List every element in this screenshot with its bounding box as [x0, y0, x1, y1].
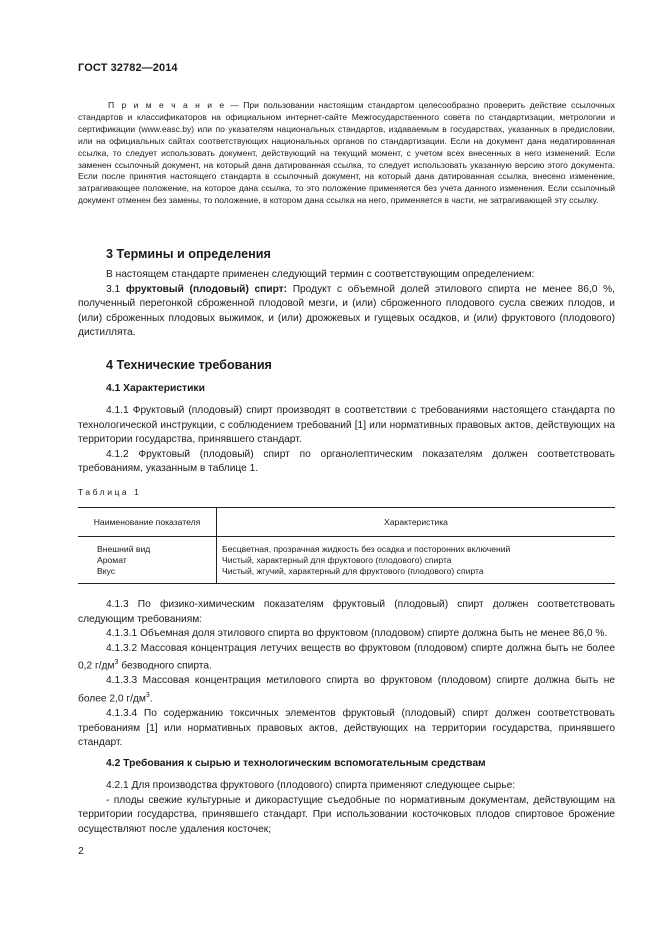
table-row-value: Бесцветная, прозрачная жидкость без осадка и посторонних включений — [222, 544, 511, 554]
note-text: — При пользовании настоящим стандартом целесообразно проверить действие ссылочных стандартов и классификаторов на официальном интернет-сайте Межгосударственного совета по стандартизации, метрологии и сертификации (www.easc.by) или по указателям национальных стандартов, издаваемым в государствах, указанных в предисловии, или на официальных сайтах соответствующих национальных органов по стандартизации. Если на документ дана недатированная ссылка, то следует использовать документ, действующий на текущий момент, с учетом всех внесенных в него изменений. Если заменен ссылочный документ, на который дана датированная ссылка, то следует использовать указанную версию этого документа. Если после принятия настоящего стандарта в ссылочный документ, на который дана датированная ссылка, внесено изменение, затрагивающее положение, на которое дана ссылка, то это положение применяется без учета данного изменения. Если ссылочный документ отменен без замены, то положение, в котором дана ссылка на него, применяется в части, не затрагивающей эту ссылку. — [78, 100, 615, 206]
para-4-1-1: 4.1.1 Фруктовый (плодовый) спирт производят в соответствии с требованиями настоящего стандарта по технологической инструкции, с соблюдением требований [1] или нормативных правовых актов, действующих на территории государства, принявшего стандарт. — [78, 405, 615, 446]
para-4-1-3: 4.1.3 По физико-химическим показателям фруктовый (плодовый) спирт должен соответствовать следующим требованиям: — [78, 599, 615, 625]
subsection-4-1-3-body — [78, 598, 615, 751]
subsection-4-1-body — [78, 404, 615, 477]
note-label: П р и м е ч а н и е — [108, 100, 226, 110]
table-1 — [78, 507, 615, 584]
para-4-1-3-2: 4.1.3.2 Массовая концентрация летучих веществ во фруктовом (плодовом) спирте должна быть не более 0,2 $г/дм^3$ безводного спирта. — [78, 642, 615, 672]
para-4-1-3-3: 4.1.3.3 Массовая концентрация метилового спирта во фруктовом (плодовом) спирте должна быть не более 2,0 $г/дм^3$. — [78, 675, 615, 705]
document-header: ГОСТ 32782—2014 — [78, 62, 178, 74]
table-row-name: Внешний вид — [78, 537, 217, 555]
table-row-name: Аромат — [78, 554, 217, 565]
subsection-4-2-body — [78, 779, 615, 837]
term: фруктовый (плодовый) спирт: — [125, 283, 288, 295]
section-3-body — [78, 268, 615, 341]
table-caption: Таблица 1 — [78, 487, 142, 497]
page-number: 2 — [78, 845, 84, 857]
subsection-4-1-heading: 4.1 Характеристики — [106, 383, 205, 394]
term-definition: 3.1 фруктовый (плодовый) спирт: Продукт с объемной долей этилового спирта не менее 86,0 %, полученный перегонкой сброженной плодовой мезги, и (или) сброженного плодового сусла свежих плодов, и (или) сброженных плодовых выжимок, и (или) дрожжевых и гущевых осадков, и (или) фруктового (плодового) дистиллята. — [78, 283, 616, 339]
para-4-2-1: 4.2.1 Для производства фруктового (плодового) спирта применяют следующее сырье: — [106, 780, 516, 791]
section-3-intro: В настоящем стандарте применен следующий термин с соответствующим определением: — [106, 269, 535, 280]
section-3-heading: 3 Термины и определения — [106, 247, 271, 261]
para-4-2-1-item: - плоды свежие культурные и дикорастущие съедобные по нормативным документам, действующим на территории государства, принявшего стандарт. При использовании косточковых плодов спиртовое брожение осуществляют после удаления косточек; — [78, 794, 615, 835]
table-row-name: Вкус — [78, 565, 217, 584]
table-header-name: Наименование показателя — [78, 508, 217, 537]
subsection-4-2-heading: 4.2 Требования к сырью и технологическим вспомогательным средствам — [106, 758, 486, 769]
section-4-heading: 4 Технические требования — [106, 358, 272, 372]
para-4-1-3-4: 4.1.3.4 По содержанию токсичных элементов фруктовый (плодовый) спирт должен соответствовать требованиям [1] или нормативных правовых актов, действующих на территории государства, принявшего стандарт. — [78, 707, 615, 749]
table-header-value: Характеристика — [217, 508, 616, 537]
reference-note — [78, 100, 615, 207]
para-4-1-2: 4.1.2 Фруктовый (плодовый) спирт по органолептическим показателям должен соответствовать требованиям, указанным в таблице 1. — [78, 448, 615, 475]
table-row-value: Чистый, жгучий, характерный для фруктового (плодового) спирта — [217, 565, 616, 584]
para-4-1-3-1: 4.1.3.1 Объемная доля этилового спирта во фруктовом (плодовом) спирте должна быть не менее 86,0 %. — [106, 628, 608, 640]
table-row-value: Чистый, характерный для фруктового (плодового) спирта — [222, 555, 452, 565]
